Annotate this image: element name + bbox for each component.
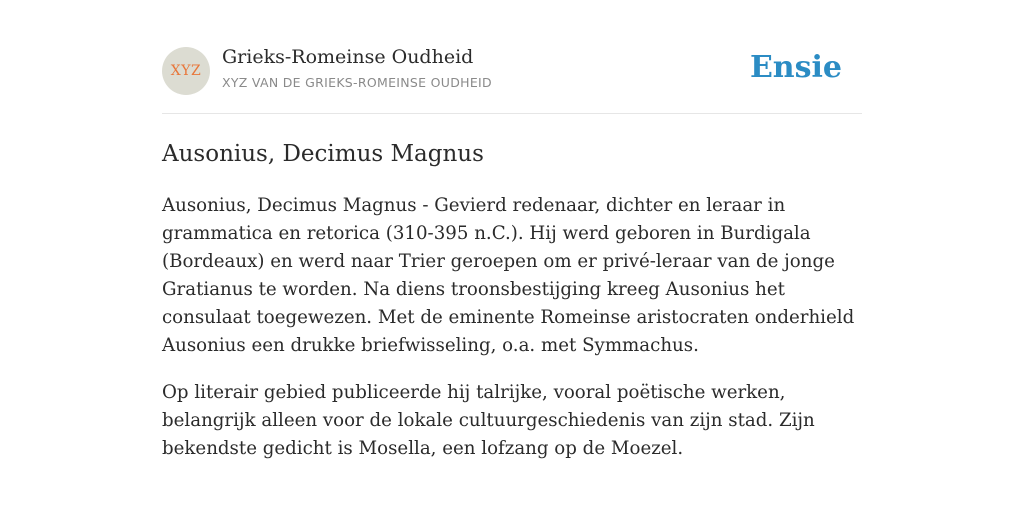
avatar[interactable]: XYZ — [162, 47, 210, 95]
content-column — [162, 0, 862, 463]
site-subtitle[interactable]: XYZ VAN DE GRIEKS-ROMEINSE OUDHEID — [222, 75, 492, 90]
header — [162, 0, 862, 114]
site-title[interactable]: Grieks-Romeinse Oudheid — [222, 46, 474, 68]
article-paragraph: Ausonius, Decimus Magnus - Gevierd redenaar, dichter en leraar in grammatica en retorica (310-395 n.C.). Hij werd geboren in Burdigala (Bordeaux) en werd naar Trier geroepen om er privé-leraar van de jonge Gratianus te worden. Na diens troonsbestijging kreeg Ausonius het consulaat toegewezen. Met de eminente Romeinse aristocraten onderhield Ausonius een drukke briefwisseling, o.a. met Symmachus. — [162, 195, 855, 356]
article-title: Ausonius, Decimus Magnus — [162, 141, 484, 167]
article-paragraph: Op literair gebied publiceerde hij talrijke, vooral poëtische werken, belangrijk alleen voor de lokale cultuurgeschiedenis van zijn stad. Zijn bekendste gedicht is Mosella, een lofzang op de Moezel. — [162, 382, 815, 459]
brand-logo[interactable]: Ensie — [749, 50, 842, 85]
